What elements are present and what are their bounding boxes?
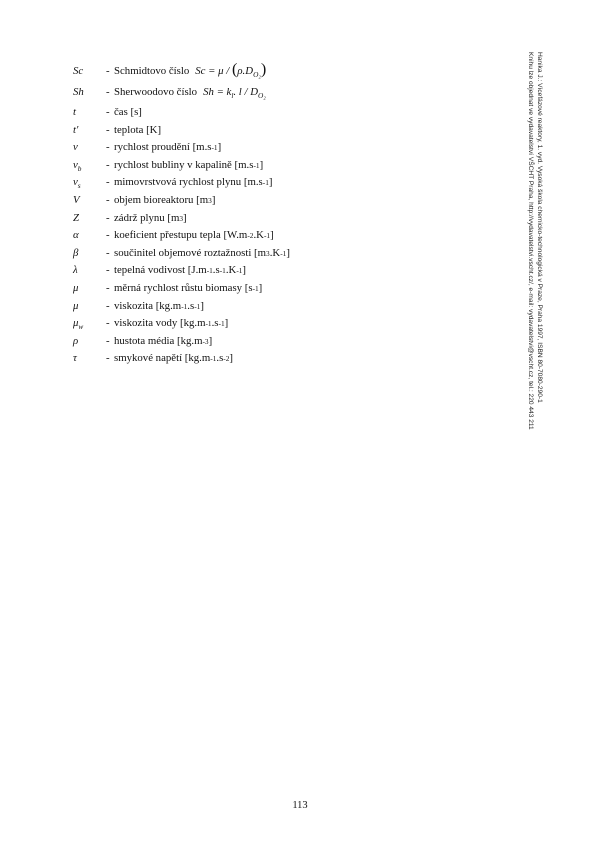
symbol: Z: [73, 211, 80, 224]
symbol: v: [73, 141, 78, 154]
page-number: 113: [292, 800, 308, 811]
symbol-row: α - koeficient přestupu tepla [W.m -2 .K -1 ]: [73, 227, 493, 245]
publication-note: [526, 52, 544, 552]
symbol-row: μ - viskozita [kg.m -1 .s -1 ]: [73, 298, 493, 316]
symbol-row: β - součinitel objemové roztažnosti [m 3 .K -1 ]: [73, 245, 493, 263]
symbol-row: v - rychlost proudění [m.s -1 ]: [73, 139, 493, 157]
symbol-row: t - čas [s]: [73, 104, 493, 122]
dash: -: [106, 65, 110, 77]
symbol: μ: [73, 281, 79, 294]
schmidt-formula: $Sc = \mu / (\rho.D_{O_2})$: [195, 60, 267, 80]
symbol: τ: [73, 352, 77, 365]
symbol-row: t′ - teplota [K]: [73, 122, 493, 140]
symbol-row: [73, 81, 493, 104]
symbol: λ: [73, 264, 78, 277]
symbol: ρ: [73, 334, 79, 347]
symbol-description: Schmidtovo číslo: [114, 65, 190, 77]
symbol-row: $v_s$ - mimovrstvová rychlost plynu [m.s -1 ]: [73, 176, 273, 191]
symbol-row: V - objem bioreaktoru [m 3 ]: [73, 192, 493, 210]
symbol-description: Sherwoodovo číslo: [114, 86, 198, 98]
symbol-row: μ - měrná rychlost růstu biomasy [s -1 ]: [73, 280, 493, 298]
symbol-row: $\mu_w$ - viskozita vody [kg.m -1 .s -1 ]: [73, 317, 229, 332]
symbol-row: [73, 58, 493, 81]
symbol-row: ρ - hustota média [kg.m -3 ]: [73, 333, 493, 351]
symbol-description: teplota [K]: [114, 123, 162, 136]
symbol-description: čas [s]: [114, 106, 142, 118]
symbol: $v_b$: [73, 158, 82, 173]
symbol: $\mu_w$: [73, 317, 84, 332]
symbol-row: Z - zádrž plynu [m 3 ]: [73, 210, 493, 228]
dash: -: [106, 86, 110, 98]
symbol-list: [73, 58, 493, 368]
publication-citation: Hanika J.: Vícefázové reaktory, 1. vyd. Vysoká škola chemicko-technologická v Praze, Praha 1997, ISBN 80-7080-290-1: [536, 52, 543, 403]
symbol: V: [73, 193, 80, 206]
symbol-row: τ - smykové napětí [kg.m -1 .s -2 ]: [73, 350, 493, 368]
sherwood-formula: $Sh = k_l$. l / $D_{O_2}$: [203, 86, 266, 101]
symbol: t: [73, 106, 76, 118]
symbol: Sh: [73, 86, 84, 98]
publication-order-info: Knihu lze objednat ve vydavatelství VŠCHT Praha, http://vydavatelstvi.vscht.cz/, e-mail: vydavatelstvi@vscht.cz, tel.: 220 443 211: [527, 52, 534, 430]
symbol: α: [73, 229, 79, 242]
symbol: β: [73, 246, 79, 259]
symbol: $v_s$: [73, 176, 81, 191]
symbol-row: $v_b$ - rychlost bubliny v kapalině [m.s -1 ]: [73, 158, 264, 173]
symbol-row: λ - tepelná vodivost [J.m -1 .s -1 .K -1 ]: [73, 262, 493, 280]
symbol: Sc: [73, 65, 84, 77]
symbol: t′: [73, 123, 79, 136]
symbol: μ: [73, 299, 79, 312]
